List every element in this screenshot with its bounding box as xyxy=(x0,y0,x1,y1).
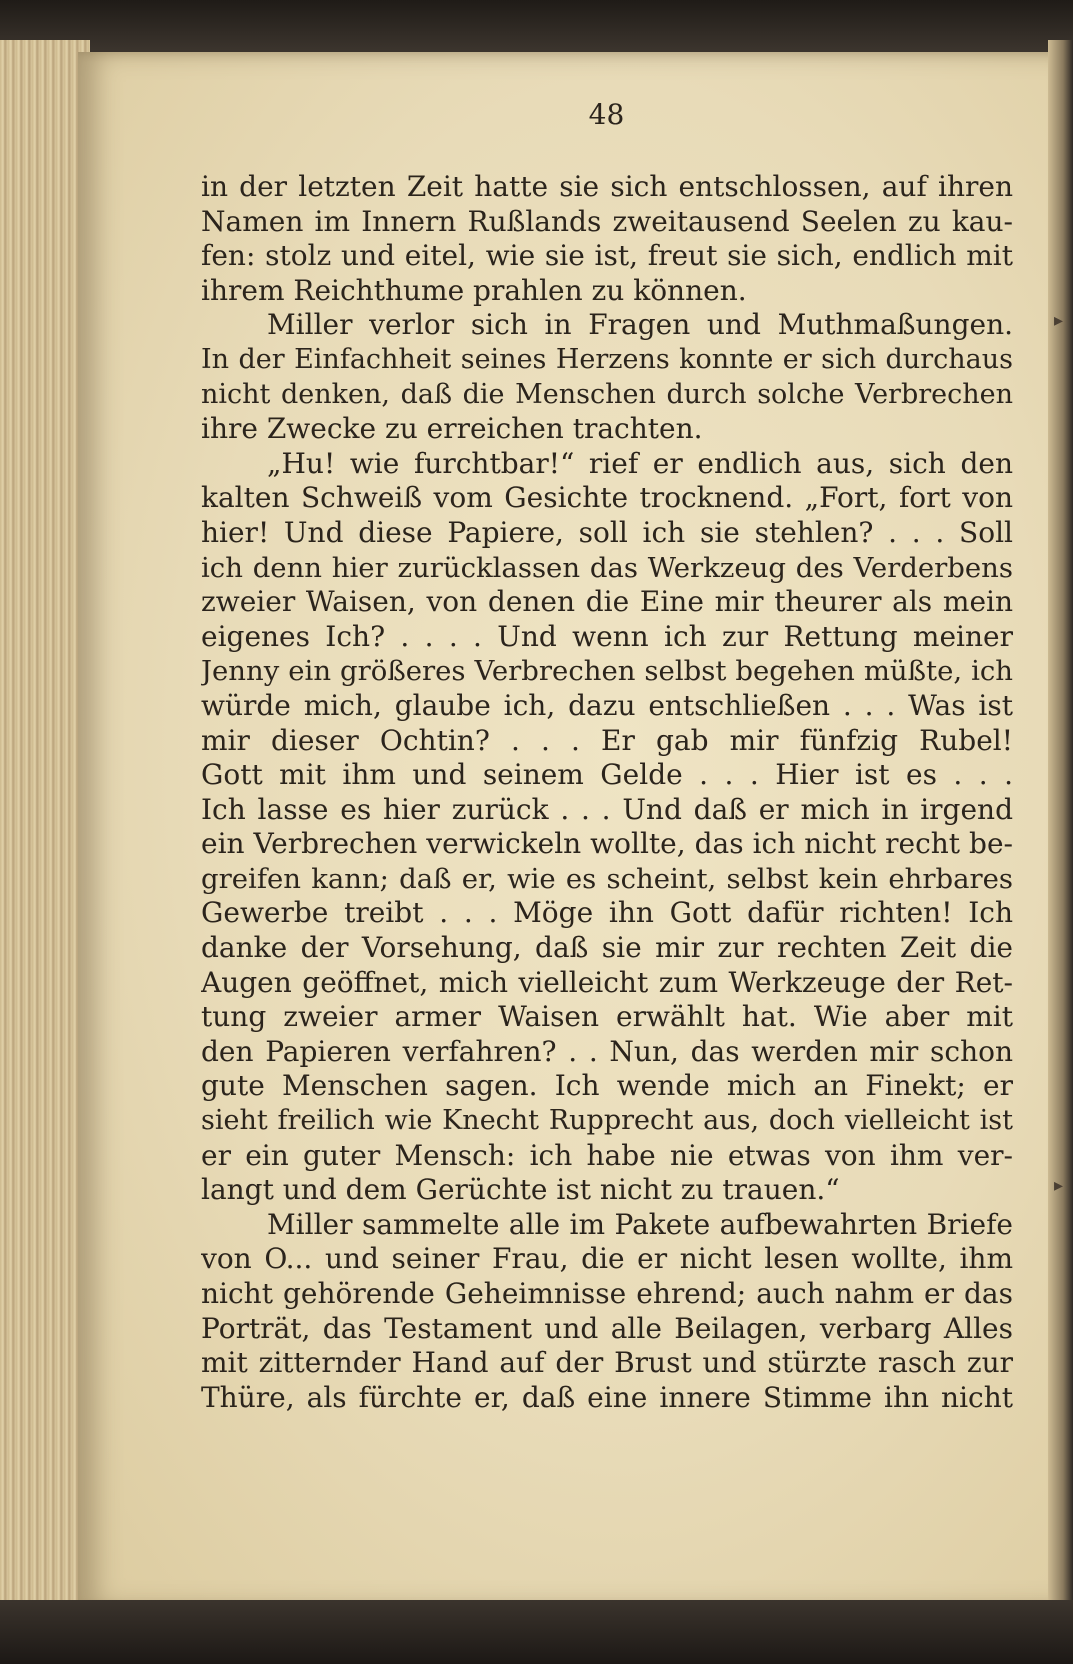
text-line: sieht freilich wie Knecht Rupprecht aus, doch vielleicht ist xyxy=(201,1105,1013,1137)
text-line: danke der Vorsehung, daß sie mir zur rechten Zeit die xyxy=(201,931,1013,965)
text-line: ihrem Reichthume prahlen zu können. xyxy=(201,273,747,307)
book-cover-bottom xyxy=(0,1600,1073,1664)
text-line: ein Verbrechen verwickeln wollte, das ich nicht recht be- xyxy=(201,827,1013,861)
text-line: langt und dem Gerüchte ist nicht zu trauen.“ xyxy=(201,1173,840,1207)
text-line: fen: stolz und eitel, wie sie ist, freut sie sich, endlich mit xyxy=(201,239,1013,273)
text-line: gute Menschen sagen. Ich wende mich an Finekt; er xyxy=(201,1069,1013,1103)
page-edge-right xyxy=(1048,40,1073,1610)
margin-arrow-icon: ▸ xyxy=(1054,310,1064,331)
text-line: mit zitternder Hand auf der Brust und stürzte rasch zur xyxy=(201,1346,1013,1380)
text-line: Jenny ein größeres Verbrechen selbst begehen müßte, ich xyxy=(201,655,1013,688)
text-line: Augen geöffnet, mich vielleicht zum Werkzeuge der Ret- xyxy=(201,965,1013,999)
text-line: den Papieren verfahren? . . Nun, das werden mir schon xyxy=(201,1034,1013,1068)
text-line: ihre Zwecke zu erreichen trachten. xyxy=(201,412,703,446)
text-line: ich denn hier zurücklassen das Werkzeug des Verderbens xyxy=(201,551,1013,584)
text-line: mir dieser Ochtin? . . . Er gab mir fünfzig Rubel! xyxy=(201,723,1013,757)
text-line: tung zweier armer Waisen erwählt hat. Wie aber mit xyxy=(201,1000,1013,1034)
text-line: Porträt, das Testament und alle Beilagen, verbarg Alles xyxy=(201,1311,1013,1345)
text-line: Miller verlor sich in Fragen und Muthmaßungen. xyxy=(267,308,1013,342)
text-line: „Hu! wie furchtbar!“ rief er endlich aus, sich den xyxy=(267,446,1013,480)
text-line: Thüre, als fürchte er, daß eine innere Stimme ihn nicht xyxy=(201,1380,1013,1414)
page-stack-left xyxy=(0,40,90,1610)
margin-arrow-icon: ▸ xyxy=(1054,1175,1064,1196)
text-line: Namen im Innern Rußlands zweitausend Seelen zu kau- xyxy=(201,204,1013,238)
text-line: kalten Schweiß vom Gesichte trocknend. „Fort, fort von xyxy=(201,481,1013,515)
text-line: Miller sammelte alle im Pakete aufbewahrten Briefe xyxy=(267,1207,1013,1241)
text-line: nicht gehörende Geheimnisse ehrend; auch nahm er das xyxy=(201,1277,1013,1310)
body-text xyxy=(201,170,1013,1415)
text-line: würde mich, glaube ich, dazu entschließen . . . Was ist xyxy=(201,688,1013,722)
text-line: er ein guter Mensch: ich habe nie etwas von ihm ver- xyxy=(201,1138,1013,1172)
text-line: hier! Und diese Papiere, soll ich sie stehlen? . . . Soll xyxy=(201,515,1013,549)
text-line: zweier Waisen, von denen die Eine mir theurer als mein xyxy=(201,585,1013,619)
text-line: Gewerbe treibt . . . Möge ihn Gott dafür richten! Ich xyxy=(201,896,1013,930)
page-number: 48 xyxy=(588,98,625,131)
text-line: in der letzten Zeit hatte sie sich entschlossen, auf ihren xyxy=(201,170,1013,203)
text-line: Ich lasse es hier zurück . . . Und daß er mich in irgend xyxy=(201,792,1013,826)
text-line: eigenes Ich? . . . . Und wenn ich zur Rettung meiner xyxy=(201,619,1013,653)
text-line: greifen kann; daß er, wie es scheint, selbst kein ehrbares xyxy=(201,862,1013,895)
text-line: In der Einfachheit seines Herzens konnte er sich durchaus xyxy=(201,343,1013,375)
text-line: nicht denken, daß die Menschen durch solche Verbrechen xyxy=(201,378,1013,410)
book-cover-top xyxy=(0,0,1073,50)
text-line: von O... und seiner Frau, die er nicht lesen wollte, ihm xyxy=(201,1242,1013,1276)
text-line: Gott mit ihm und seinem Gelde . . . Hier ist es . . . xyxy=(201,758,1013,792)
